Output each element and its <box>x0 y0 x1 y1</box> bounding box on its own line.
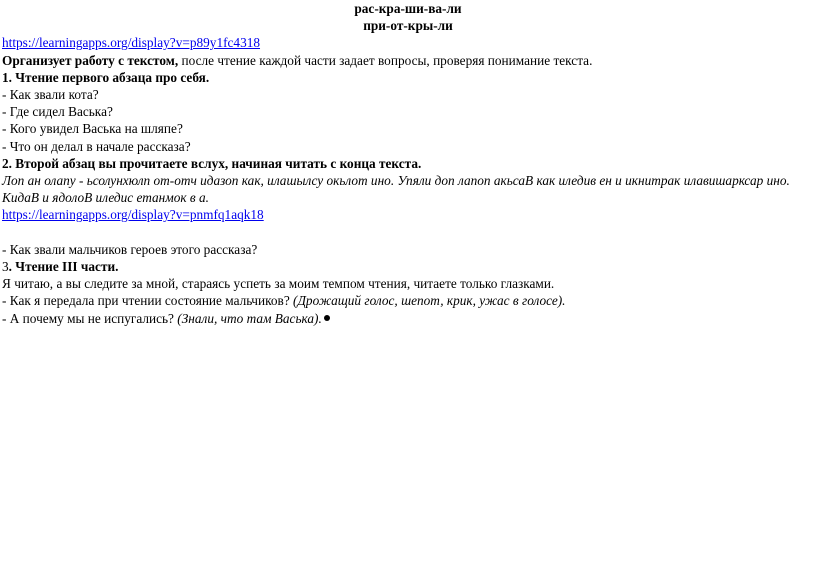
part3-line-1: Я читаю, а вы следите за мной, стараясь успеть за моим темпом чтения, читаете только глазками. <box>2 276 555 292</box>
learningapps-link-1[interactable]: https://learningapps.org/display?v=p89y1fc4318 <box>2 35 261 51</box>
part3-heading <box>2 258 814 275</box>
part3-line-3-question: - А почему мы не испугались? <box>2 310 178 326</box>
part3-line-2-answer: (Дрожащий голос, шепот, крик, ужас в голосе). <box>293 293 566 309</box>
intro-paragraph <box>2 52 814 69</box>
intro-rest-text: после чтение каждой части задает вопросы, проверяя понимание текста. <box>178 52 593 68</box>
part3-line-3 <box>2 310 814 327</box>
part1-question-1: - Как звали кота? <box>2 87 99 103</box>
document-body <box>2 0 814 327</box>
empty-line <box>2 224 814 241</box>
part2-reversed-text: Лоп ан олапу - ьсолунхюлп от-отч идазоп как, илашылсу окьлот ино. Упяли доп лапоп акьсаВ как иледив ен и икнитрак илавишарксар ино. КидаВ и ядолоВ иледис етанмок в а. <box>2 173 790 206</box>
part1-heading: 1. Чтение первого абзаца про себя. <box>2 69 210 85</box>
title-line-2: при-от-кры-ли <box>363 18 453 34</box>
part3-line-2-question: - Как я передала при чтении состояние мальчиков? <box>2 293 294 309</box>
learningapps-link-2[interactable]: https://learningapps.org/display?v=pnmfq1aqk18 <box>2 207 264 223</box>
bullet-dot-icon <box>324 315 330 321</box>
part3-heading-text: . Чтение III части. <box>8 259 119 275</box>
part3-line-3-answer: (Знали, что там Васька). <box>177 310 322 326</box>
intro-bold-text: Организует работу с текстом, <box>2 52 179 68</box>
part1-question-4: - Что он делал в начале рассказа? <box>2 138 191 154</box>
part3-heading-number: 3 <box>2 259 9 275</box>
part3-line-2 <box>2 292 814 309</box>
part1-question-2: - Где сидел Васька? <box>2 104 113 120</box>
part2-heading: 2. Второй абзац вы прочитаете вслух, начиная читать с конца текста. <box>2 155 422 171</box>
part1-question-3: - Кого увидел Васька на шляпе? <box>2 121 183 137</box>
title-line-1: рас-кра-ши-ва-ли <box>354 1 462 16</box>
question-boys-names: - Как звали мальчиков героев этого рассказа? <box>2 241 258 257</box>
